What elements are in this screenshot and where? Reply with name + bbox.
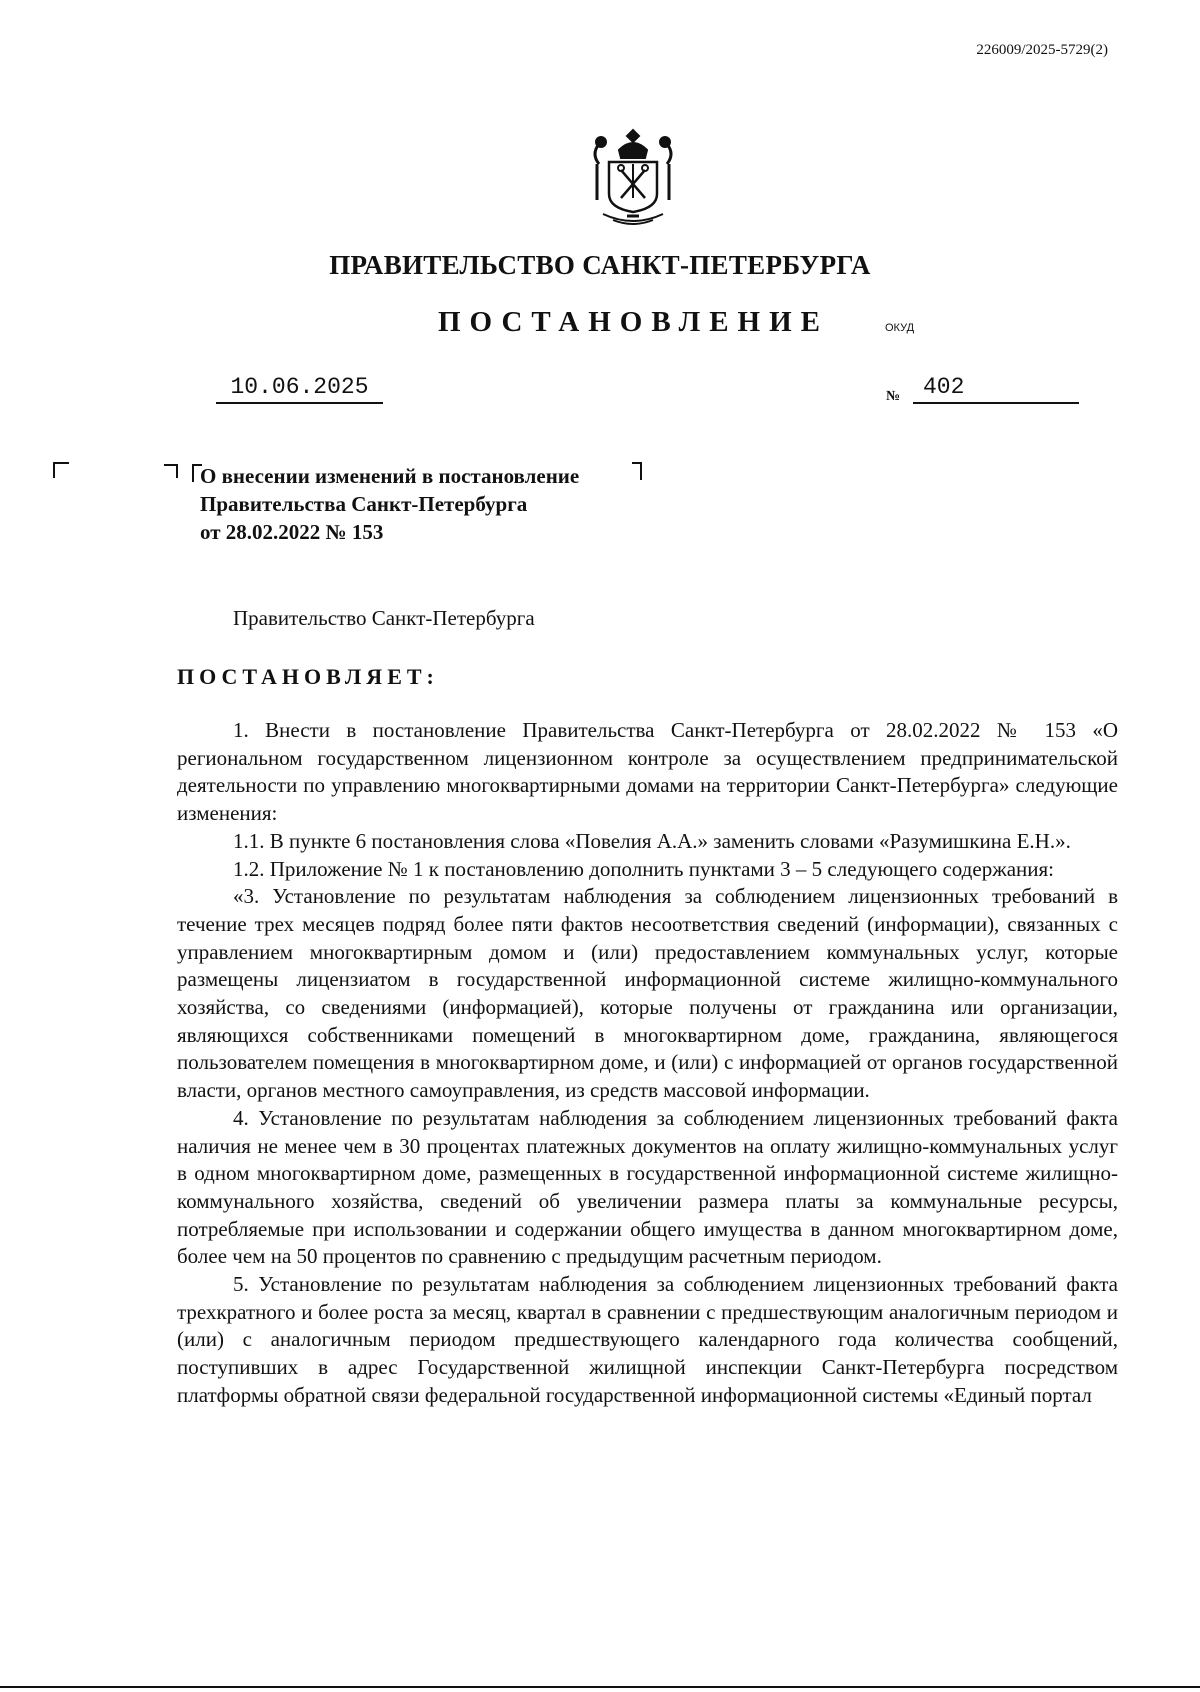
- document-body: [177, 717, 1118, 1410]
- subject-line: от 28.02.2022 № 153: [200, 520, 384, 544]
- document-type: ПОСТАНОВЛЕНИЕ: [438, 306, 830, 338]
- okud-label: ОКУД: [885, 322, 915, 334]
- paragraph: 5. Установление по результатам наблюдения за соблюдением лицензионных требований факта трехкратного и более роста за месяц, квартал в сравнении с предшествующим аналогичным периодом и (или) с аналогичным периодом предшествующего календарного года количества сообщений, поступивших в адрес Государственной жилищной инспекции Санкт-Петербурга посредством платформы обратной связи федеральной государственной информационной системы «Единый портал: [177, 1272, 1118, 1407]
- preamble: Правительство Санкт-Петербурга: [233, 606, 535, 630]
- subject-line: Правительства Санкт-Петербурга: [200, 492, 528, 516]
- document-registration-number: 226009/2025-5729(2): [976, 42, 1108, 58]
- number-label: [886, 384, 900, 405]
- corner-mark: [164, 464, 178, 478]
- paragraph: 4. Установление по результатам наблюдения за соблюдением лицензионных требований факта наличия не менее чем в 30 процентах платежных документов на оплату жилищно-коммунальных услуг в одном многоквартирном доме, размещенных в государственной информационной системе жилищно-коммунального хозяйства, сведений об увеличении размера платы за коммунальные ресурсы, потребляемые при использовании и содержании общего имущества в данном многоквартирном доме, более чем на 50 процентов по сравнению с предыдущим расчетным периодом.: [177, 1105, 1118, 1269]
- paragraph: «3. Установление по результатам наблюдения за соблюдением лицензионных требований в течение трех месяцев подряд более пяти фактов несоответствия сведений (информации), связанных с управлением многоквартирным домом и (или) предоставлением коммунальных услуг, которые размещены лицензиатом в государственной информационной системе жилищно-коммунального хозяйства, со сведениями (информацией), которые получены от гражданина или организации, являющихся собственниками помещений в многоквартирном доме, гражданина, являющегося пользователем помещения в многоквартирном доме, и (или) с информацией от органов государственной власти, органов местного самоуправления, из средств массовой информации.: [177, 884, 1118, 1103]
- document-date: 10.06.2025: [216, 374, 383, 404]
- resolves-heading: ПОСТАНОВЛЯЕТ:: [177, 664, 439, 689]
- page-bottom-line: [0, 1686, 1200, 1688]
- paragraph: 1.1. В пункте 6 постановления слова «Повелия А.А.» заменить словами «Разумишкина Е.Н.».: [233, 828, 1071, 853]
- coat-of-arms-icon: [587, 128, 679, 228]
- paragraph: 1.2. Приложение № 1 к постановлению дополнить пунктами 3 – 5 следующего содержания:: [233, 856, 1054, 881]
- number-sign: №: [886, 389, 901, 404]
- document-number: 402: [913, 374, 1079, 404]
- paragraph: 1. Внести в постановление Правительства Санкт-Петербурга от 28.02.2022 № 153 «О региональном государственном лицензионном контроле за осуществлением предпринимательской деятельности по управлению многоквартирными домами на территории Санкт-Петербурга» следующие изменения:: [177, 718, 1118, 826]
- document-subject: [200, 462, 579, 546]
- corner-mark: [53, 462, 69, 478]
- subject-line: О внесении изменений в постановление: [200, 464, 580, 488]
- issuing-authority: ПРАВИТЕЛЬСТВО САНКТ-ПЕТЕРБУРГА: [329, 250, 871, 280]
- corner-mark: [632, 462, 642, 480]
